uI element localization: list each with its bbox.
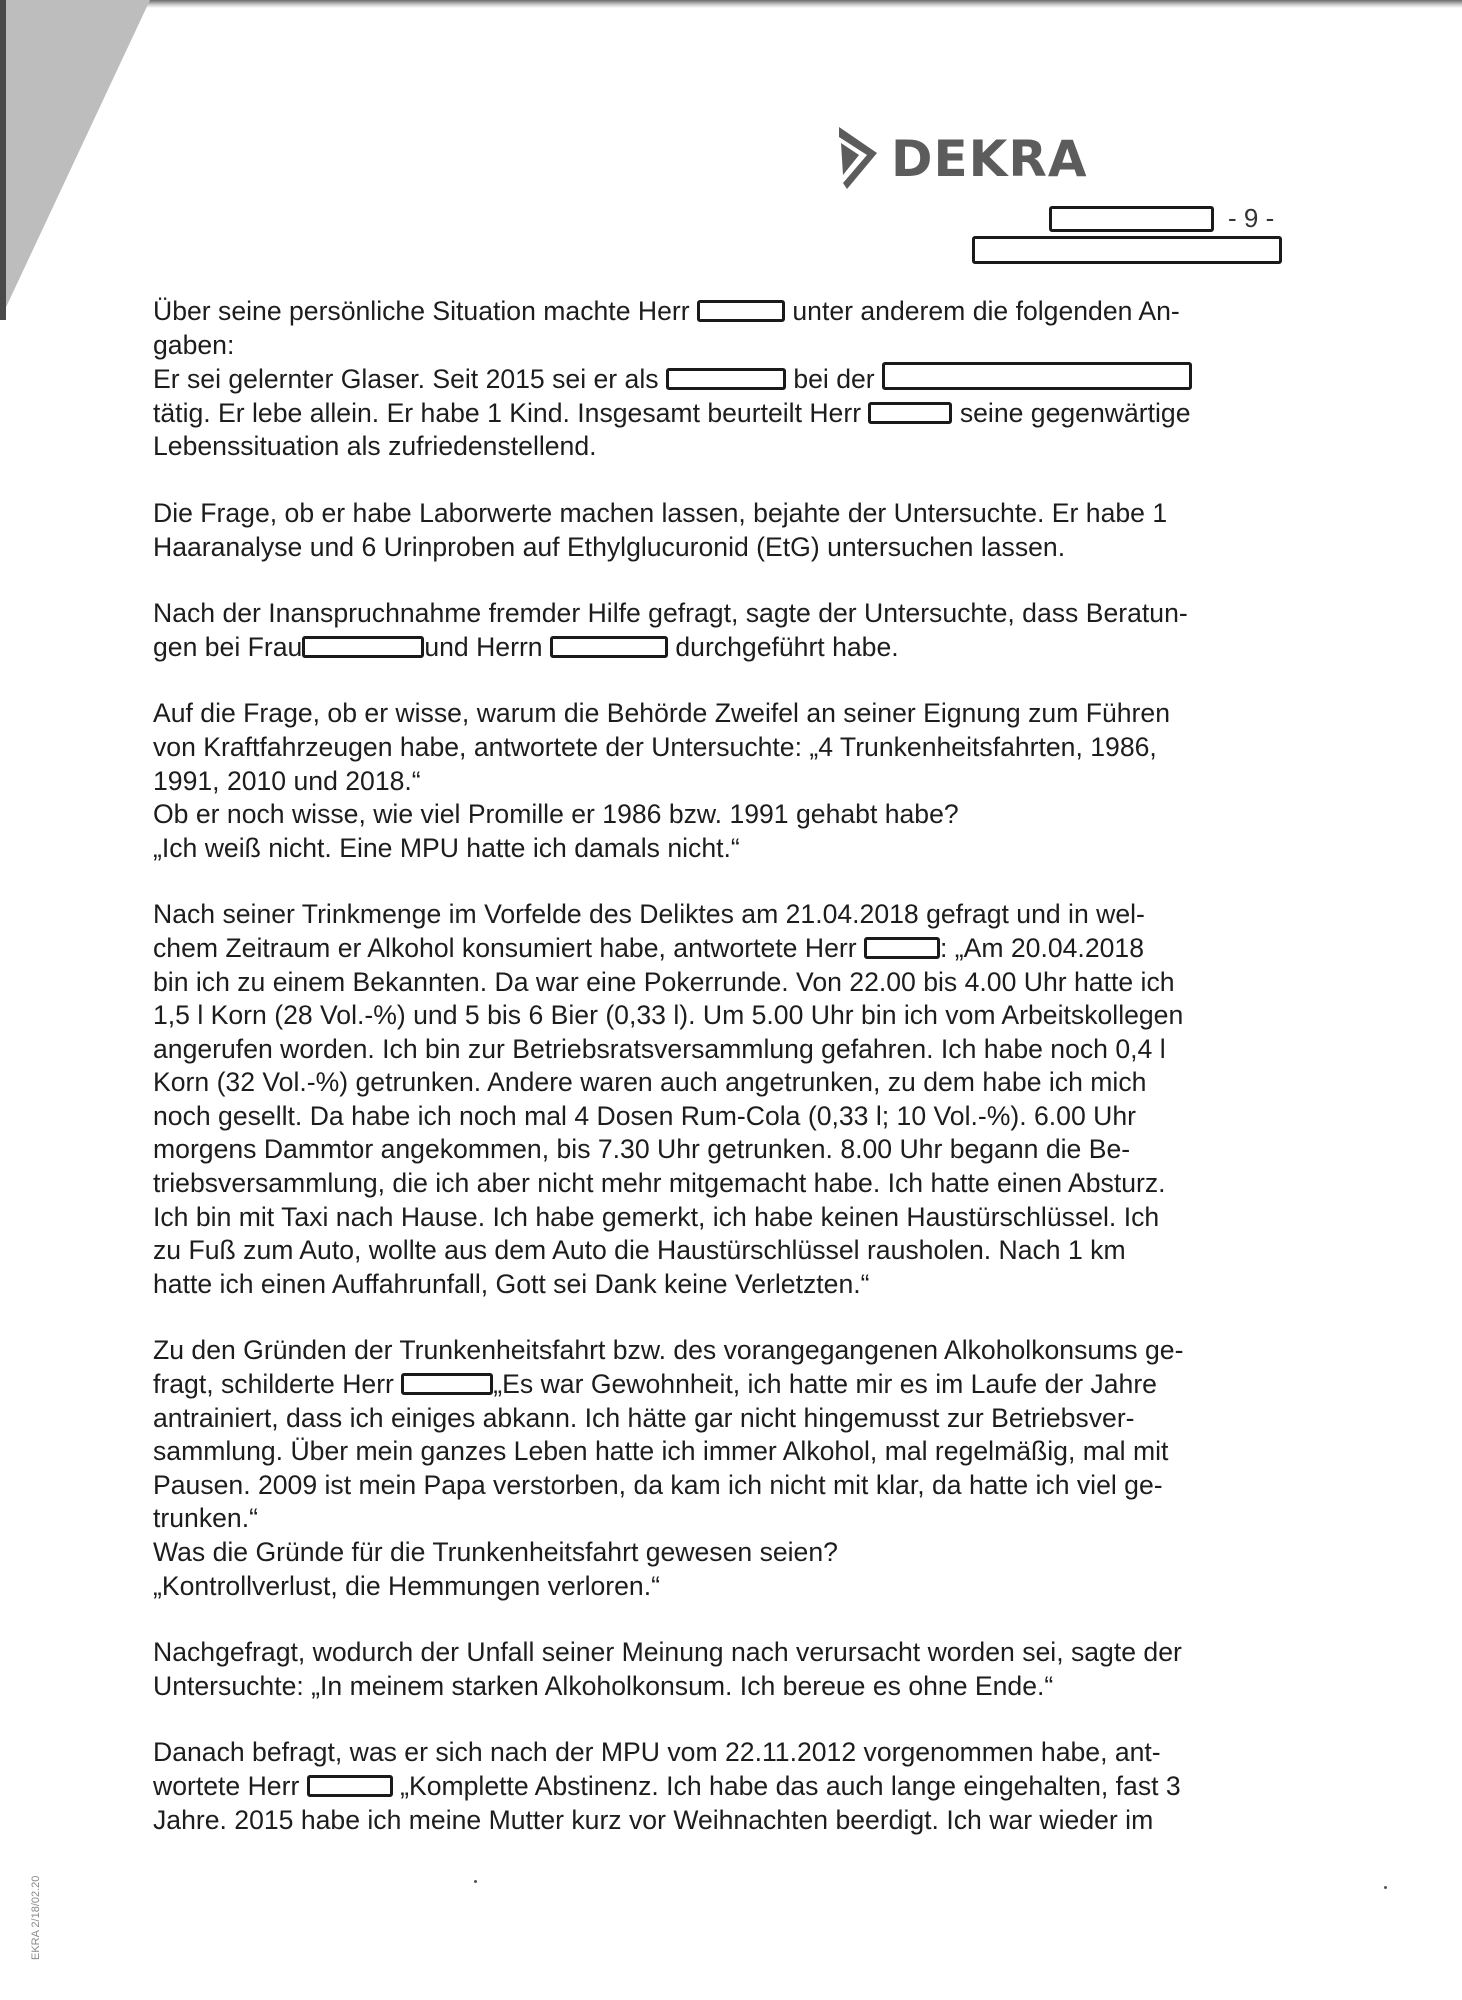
- redaction-box: [401, 1373, 493, 1395]
- text-line: sammlung. Über mein ganzes Leben hatte ich immer Alkohol, mal regelmäßig, mal mit: [153, 1436, 1169, 1467]
- redaction-box: [550, 636, 668, 658]
- text-line: Jahre. 2015 habe ich meine Mutter kurz vor Weihnachten beerdigt. Ich war wieder im: [153, 1804, 1154, 1835]
- text-line: triebsversammlung, die ich aber nicht mehr mitgemacht habe. Ich hatte einen Absturz.: [153, 1168, 1166, 1199]
- text-line: Zu den Gründen der Trunkenheitsfahrt bzw. des vorangegangenen Alkoholkonsums ge-: [153, 1335, 1184, 1366]
- text-line: chem Zeitraum er Alkohol konsumiert habe, antwortete Herr: [153, 932, 857, 963]
- paragraph: [153, 1636, 1293, 1703]
- text-line: Untersuchte: „In meinem starken Alkoholkonsum. Ich bereue es ohne Ende.“: [153, 1670, 1054, 1701]
- text-line: 1991, 2010 und 2018.“: [153, 765, 421, 796]
- redaction-box: [864, 937, 940, 959]
- text-line: Nach der Inanspruchnahme fremder Hilfe gefragt, sagte der Untersuchte, dass Beratun-: [153, 598, 1188, 629]
- logo-text: DEKRA: [891, 130, 1088, 188]
- scan-speck: [474, 1880, 477, 1883]
- text-line: Pausen. 2009 ist mein Papa verstorben, da kam ich nicht mit klar, da hatte ich viel ge-: [153, 1469, 1163, 1500]
- redaction-box: [697, 300, 785, 322]
- text-line: Korn (32 Vol.-%) getrunken. Andere waren auch angetrunken, zu dem habe ich mich: [153, 1067, 1147, 1098]
- redaction-box: [868, 402, 952, 424]
- text-line: bei der: [793, 364, 875, 395]
- redaction-box: [307, 1775, 393, 1797]
- text-line: „Komplette Abstinenz. Ich habe das auch lange eingehalten, fast 3: [400, 1770, 1181, 1801]
- text-line: noch gesellt. Da habe ich noch mal 4 Dosen Rum-Cola (0,33 l; 10 Vol.-%). 6.00 Uhr: [153, 1100, 1136, 1131]
- paragraph: [153, 497, 1293, 564]
- text-line: trunken.“: [153, 1503, 258, 1534]
- paragraph: [153, 597, 1293, 664]
- paragraph: [153, 1334, 1293, 1603]
- text-line: 1,5 l Korn (28 Vol.-%) und 5 bis 6 Bier (0,33 l). Um 5.00 Uhr bin ich vom Arbeitskollegen: [153, 1000, 1184, 1031]
- redaction-box: [882, 362, 1192, 390]
- text-line: morgens Dammtor angekommen, bis 7.30 Uhr getrunken. 8.00 Uhr begann die Be-: [153, 1134, 1131, 1165]
- text-line: tätig. Er lebe allein. Er habe 1 Kind. Insgesamt beurteilt Herr: [153, 397, 862, 428]
- text-line: „Es war Gewohnheit, ich hatte mir es im Laufe der Jahre: [493, 1369, 1157, 1400]
- text-line: seine gegenwärtige: [959, 397, 1191, 428]
- paragraph: [153, 295, 1293, 464]
- text-line: : „Am 20.04.2018: [939, 932, 1144, 963]
- text-line: Ich bin mit Taxi nach Hause. Ich habe gemerkt, ich habe keinen Haustürschlüssel. Ich: [153, 1201, 1160, 1232]
- redaction-box: [666, 368, 786, 390]
- text-line: hatte ich einen Auffahrunfall, Gott sei Dank keine Verletzten.“: [153, 1268, 870, 1299]
- text-line: bin ich zu einem Bekannten. Da war eine Pokerrunde. Von 22.00 bis 4.00 Uhr hatte ich: [153, 966, 1175, 997]
- text-line: und Herrn: [424, 631, 543, 662]
- paragraph: [153, 898, 1293, 1301]
- header-reference: [1049, 203, 1274, 234]
- text-line: Ob er noch wisse, wie viel Promille er 1986 bzw. 1991 gehabt habe?: [153, 799, 959, 830]
- dekra-logo: [833, 123, 1088, 195]
- redaction-box: [972, 236, 1282, 264]
- text-line: zu Fuß zum Auto, wollte aus dem Auto die Haustürschlüssel rausholen. Nach 1 km: [153, 1235, 1126, 1266]
- text-line: unter anderem die folgenden An-: [792, 296, 1180, 326]
- text-line: Lebenssituation als zufriedenstellend.: [153, 431, 597, 462]
- paragraph: [153, 1736, 1293, 1837]
- document-body: [153, 295, 1293, 1837]
- form-code: EKRA 2/18/02.20: [30, 1875, 42, 1960]
- text-line: Was die Gründe für die Trunkenheitsfahrt gewesen seien?: [153, 1537, 838, 1567]
- text-line: gaben:: [153, 329, 235, 360]
- text-line: Er sei gelernter Glaser. Seit 2015 sei er als: [153, 364, 659, 395]
- dekra-arrow-icon: [833, 123, 881, 195]
- text-line: gen bei Frau: [153, 631, 303, 662]
- text-line: wortete Herr: [153, 1770, 300, 1801]
- scan-edge-top: [0, 0, 1462, 8]
- text-line: „Kontrollverlust, die Hemmungen verloren.“: [153, 1570, 660, 1601]
- text-line: Nachgefragt, wodurch der Unfall seiner Meinung nach verursacht worden sei, sagte der: [153, 1637, 1182, 1668]
- text-line: Nach seiner Trinkmenge im Vorfelde des Deliktes am 21.04.2018 gefragt und in wel-: [153, 899, 1145, 930]
- scan-speck: [1384, 1886, 1387, 1889]
- redaction-box: [302, 636, 424, 658]
- text-line: Auf die Frage, ob er wisse, warum die Behörde Zweifel an seiner Eignung zum Führen: [153, 698, 1170, 729]
- text-line: Haaranalyse und 6 Urinproben auf Ethylglucuronid (EtG) untersuchen lassen.: [153, 531, 1066, 562]
- text-line: antrainiert, dass ich einiges abkann. Ich hätte gar nicht hingemusst zur Betriebsver-: [153, 1402, 1135, 1433]
- text-line: angerufen worden. Ich bin zur Betriebsratsversammlung gefahren. Ich habe noch 0,4 l: [153, 1033, 1166, 1064]
- page-number: - 9 -: [1228, 203, 1275, 233]
- text-line: Die Frage, ob er habe Laborwerte machen lassen, bejahte der Untersuchte. Er habe 1: [153, 497, 1168, 528]
- paragraph: [153, 697, 1293, 865]
- redaction-box: [1049, 206, 1214, 232]
- text-line: „Ich weiß nicht. Eine MPU hatte ich damals nicht.“: [153, 832, 740, 863]
- text-line: von Kraftfahrzeugen habe, antwortete der Untersuchte: „4 Trunkenheitsfahrten, 1986,: [153, 731, 1157, 762]
- text-line: Danach befragt, was er sich nach der MPU vom 22.11.2012 vorgenommen habe, ant-: [153, 1737, 1161, 1768]
- text-line: fragt, schilderte Herr: [153, 1369, 394, 1400]
- text-line: Über seine persönliche Situation machte Herr: [153, 296, 690, 326]
- scan-edge-left: [0, 0, 150, 320]
- text-line: durchgeführt habe.: [675, 631, 899, 662]
